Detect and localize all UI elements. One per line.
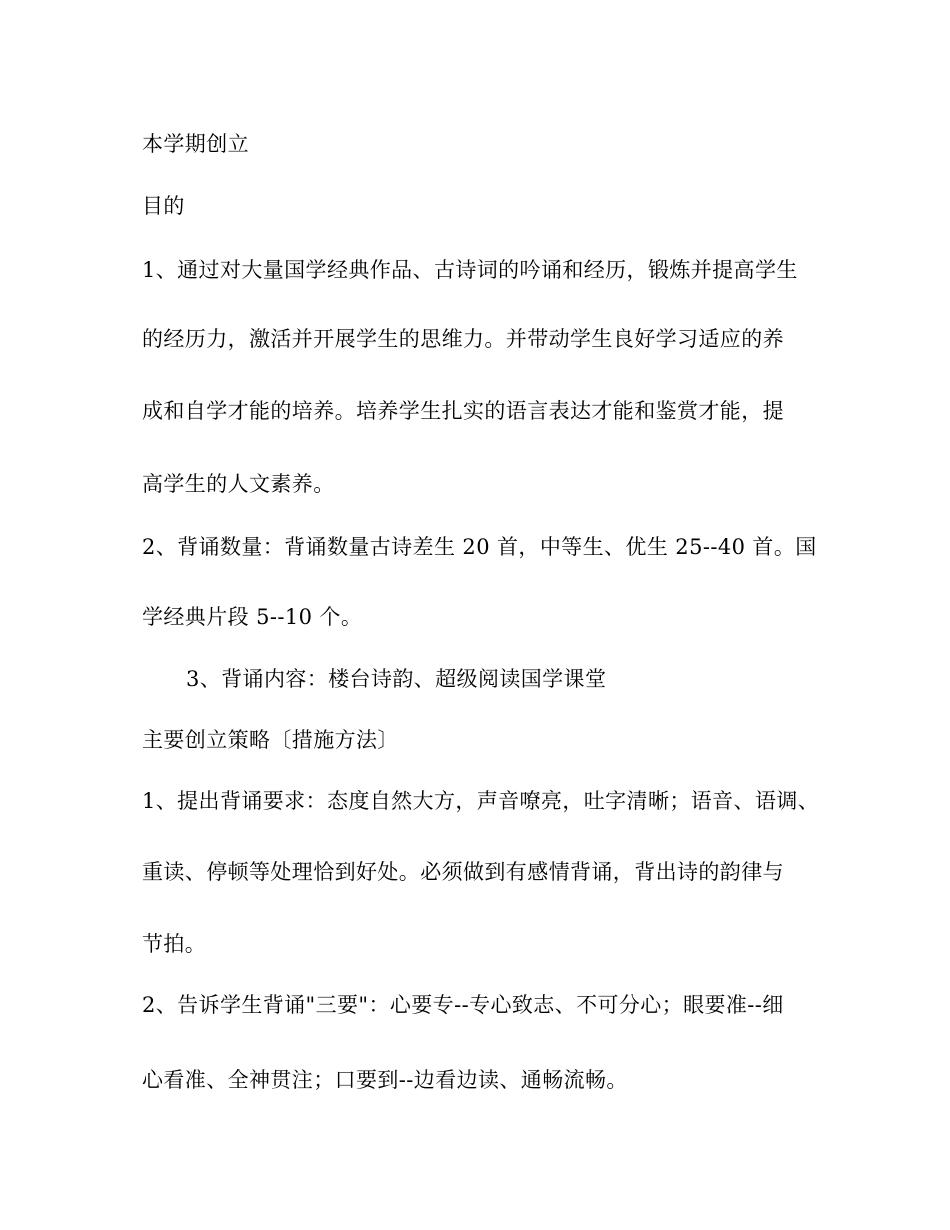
strategy-item-1-line-2: 重读、停顿等处理恰到好处。必须做到有感情背诵，背出诗的韵律与 <box>142 860 784 884</box>
purpose-item-1-line-4: 高学生的人文素养。 <box>142 472 335 496</box>
purpose-item-3: 3、背诵内容：楼台诗韵、超级阅读国学课堂 <box>186 667 607 691</box>
strategy-item-1-line-1: 1、提出背诵要求：态度自然大方，声音嘹亮，吐字清晰；语音、语调、 <box>142 789 820 813</box>
purpose-item-2-line-1: 2、背诵数量：背诵数量古诗差生 20 首，中等生、优生 25--40 首。国 <box>142 535 817 559</box>
purpose-item-1-line-3: 成和自学才能的培养。培养学生扎实的语言表达才能和鉴赏才能，提 <box>142 399 784 423</box>
purpose-item-1-line-2: 的经历力，激活并开展学生的思维力。并带动学生良好学习适应的养 <box>142 327 784 351</box>
purpose-item-2-line-2: 学经典片段 5--10 个。 <box>142 605 363 629</box>
section-heading: 本学期创立 <box>142 132 249 156</box>
strategy-title: 主要创立策略〔措施方法〕 <box>142 728 399 752</box>
strategy-item-1-line-3: 节拍。 <box>142 932 207 956</box>
strategy-item-2-line-2: 心看准、全神贯注；口要到--边看边读、通畅流畅。 <box>142 1068 628 1092</box>
purpose-item-1-line-1: 1、通过对大量国学经典作品、古诗词的吟诵和经历，锻炼并提高学生 <box>142 258 798 282</box>
purpose-title: 目的 <box>142 194 185 218</box>
strategy-item-2-line-1: 2、告诉学生背诵"三要"：心要专--专心致志、不可分心；眼要准--细 <box>142 993 784 1017</box>
